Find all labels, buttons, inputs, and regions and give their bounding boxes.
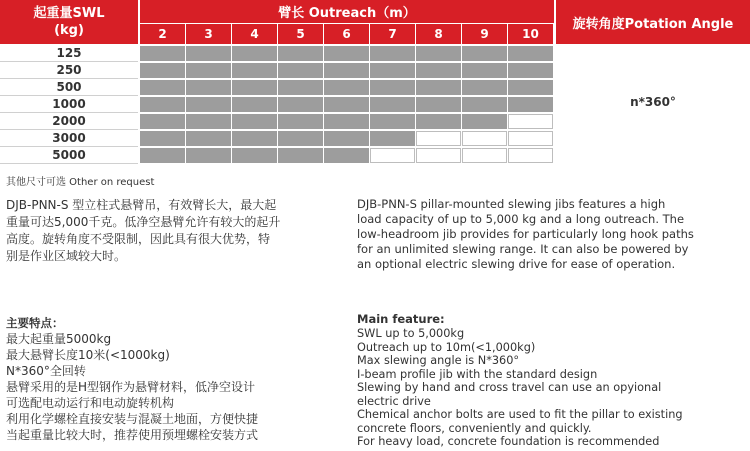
capacity-cell-available xyxy=(370,97,415,112)
capacity-cell-unavailable xyxy=(416,148,461,163)
english-description xyxy=(357,197,747,272)
capacity-cell-available xyxy=(370,131,415,146)
capacity-cell-available xyxy=(140,148,185,163)
capacity-cell-available xyxy=(186,97,231,112)
cn-desc-line: 别是作业区域较大时。 xyxy=(6,249,127,263)
outreach-column-3: 3 xyxy=(186,24,231,44)
capacity-cell-available xyxy=(462,80,507,95)
capacity-cell-unavailable xyxy=(462,148,507,163)
cn-feature-item: 利用化学螺栓直接安装与混凝土地面，方便快捷 xyxy=(6,412,259,426)
cn-feature-item: 最大起重量5000kg xyxy=(6,332,112,346)
en-feature-item: For heavy load, concrete foundation is recommended xyxy=(357,435,660,448)
capacity-cell-available xyxy=(186,148,231,163)
capacity-cell-available xyxy=(370,63,415,78)
capacity-cell-available xyxy=(278,80,323,95)
rotation-value: n*360° xyxy=(630,95,676,109)
capacity-cell-available xyxy=(140,63,185,78)
en-desc-line: load capacity of up to 5,000 kg and a long outreach. The xyxy=(357,212,685,226)
capacity-cell-available xyxy=(462,63,507,78)
capacity-cell-available xyxy=(324,148,369,163)
capacity-cell-available xyxy=(278,114,323,129)
capacity-cell-available xyxy=(186,46,231,61)
outreach-column-9: 9 xyxy=(462,24,507,44)
capacity-cell-unavailable xyxy=(370,148,415,163)
rotation-header: 旋转角度Potation Angle xyxy=(556,0,750,44)
capacity-cell-unavailable xyxy=(508,131,553,146)
load-label: 2000 xyxy=(52,114,86,128)
en-feature-item: Outreach up to 10m(<1,000kg) xyxy=(357,340,536,354)
capacity-cell-available xyxy=(232,97,277,112)
capacity-cell-available xyxy=(186,114,231,129)
en-feature-item: Max slewing angle is N*360° xyxy=(357,354,520,367)
cn-feature-item: 悬臂采用的是H型钢作为悬臂材料，低净空设计 xyxy=(6,380,256,394)
en-feature-item: I-beam profile jib with the standard design xyxy=(357,367,598,381)
chinese-features xyxy=(6,316,356,443)
capacity-cell-available xyxy=(324,97,369,112)
en-feature-item: SWL up to 5,000kg xyxy=(357,327,465,340)
en-feature-item: Chemical anchor bolts are used to fit the pillar to existing xyxy=(357,408,683,421)
capacity-cell-available xyxy=(232,131,277,146)
cn-desc-line: 重量可达5,000千克。低净空悬臂允许有较大的起升 xyxy=(6,215,281,229)
capacity-cell-available xyxy=(278,63,323,78)
load-label: 250 xyxy=(56,63,82,77)
capacity-cell-available xyxy=(232,114,277,129)
capacity-cell-available xyxy=(324,63,369,78)
capacity-cell-available xyxy=(416,80,461,95)
cn-feature-item: 当起重量比较大时，推荐使用预埋螺栓安装方式 xyxy=(6,428,259,442)
capacity-cell-available xyxy=(508,46,553,61)
capacity-cell-available xyxy=(140,131,185,146)
capacity-cell-available xyxy=(416,97,461,112)
capacity-cell-available xyxy=(186,63,231,78)
capacity-cell-available xyxy=(232,80,277,95)
capacity-cell-available xyxy=(140,80,185,95)
capacity-cell-available xyxy=(462,97,507,112)
en-feature-item: Slewing by hand and cross travel can use an opyional xyxy=(357,381,662,394)
cn-desc-line: 高度。旋转角度不受限制，因此具有很大优势，特 xyxy=(6,232,271,246)
capacity-cell-available xyxy=(232,63,277,78)
swl-header-line-2: (kg) xyxy=(54,23,84,38)
capacity-cell-available xyxy=(278,131,323,146)
capacity-cell-available xyxy=(462,114,507,129)
capacity-cell-available xyxy=(232,148,277,163)
english-features xyxy=(357,312,747,449)
capacity-cell-available xyxy=(140,114,185,129)
capacity-cell-available xyxy=(278,97,323,112)
swl-header xyxy=(0,0,138,44)
load-label: 5000 xyxy=(52,148,86,162)
load-label: 3000 xyxy=(52,131,86,145)
outreach-column-4: 4 xyxy=(232,24,277,44)
cn-desc-line: DJB-PNN-S 型立柱式悬臂吊，有效臂长大，最大起 xyxy=(6,198,277,212)
outreach-column-8: 8 xyxy=(416,24,461,44)
other-on-request-note: 其他尺寸可选 Other on request xyxy=(6,177,155,188)
cn-feature-item: 最大悬臂长度10米(<1000kg) xyxy=(6,348,170,362)
en-desc-line: an optional electric slewing drive for ease of operation. xyxy=(357,257,676,271)
capacity-cell-unavailable xyxy=(508,114,553,129)
chinese-description xyxy=(6,197,356,265)
capacity-cell-available xyxy=(186,80,231,95)
capacity-cell-available xyxy=(186,131,231,146)
outreach-column-2: 2 xyxy=(140,24,185,44)
capacity-cell-available xyxy=(370,46,415,61)
cn-features-title: 主要特点： xyxy=(6,316,64,330)
capacity-cell-available xyxy=(462,46,507,61)
en-desc-line: low-headroom jib provides for particularly long hook paths xyxy=(357,227,694,241)
capacity-cell-available xyxy=(416,46,461,61)
capacity-cell-unavailable xyxy=(462,131,507,146)
capacity-cell-available xyxy=(416,114,461,129)
capacity-cell-available xyxy=(324,46,369,61)
capacity-cell-available xyxy=(508,63,553,78)
capacity-cell-available xyxy=(324,131,369,146)
outreach-column-10: 10 xyxy=(508,24,553,44)
capacity-cell-available xyxy=(508,80,553,95)
capacity-cell-available xyxy=(324,80,369,95)
outreach-column-6: 6 xyxy=(324,24,369,44)
cn-feature-item: 可选配电动运行和电动旋转机构 xyxy=(6,396,175,410)
load-label: 1000 xyxy=(52,97,86,111)
en-desc-line: for an unlimited slewing range. It can also be powered by xyxy=(357,242,689,256)
outreach-header: 臂长 Outreach（m） xyxy=(140,0,554,23)
capacity-cell-available xyxy=(416,63,461,78)
en-feature-item: electric drive xyxy=(357,394,431,408)
outreach-column-5: 5 xyxy=(278,24,323,44)
capacity-cell-available xyxy=(508,97,553,112)
capacity-cell-available xyxy=(324,114,369,129)
load-label: 500 xyxy=(56,80,82,94)
swl-header-line-1: 起重量SWL xyxy=(33,6,105,21)
capacity-cell-available xyxy=(278,148,323,163)
capacity-cell-available xyxy=(232,46,277,61)
row-divider xyxy=(0,163,138,164)
capacity-cell-available xyxy=(370,80,415,95)
capacity-cell-available xyxy=(278,46,323,61)
capacity-cell-available xyxy=(140,46,185,61)
capacity-cell-unavailable xyxy=(508,148,553,163)
en-feature-item: concrete floors, conveniently and quickly. xyxy=(357,421,592,435)
capacity-cell-available xyxy=(370,114,415,129)
load-label: 125 xyxy=(56,46,82,60)
capacity-cell-unavailable xyxy=(416,131,461,146)
outreach-column-7: 7 xyxy=(370,24,415,44)
en-desc-line: DJB-PNN-S pillar-mounted slewing jibs features a high xyxy=(357,197,666,211)
cn-feature-item: N*360°全回转 xyxy=(6,364,86,378)
capacity-cell-available xyxy=(140,97,185,112)
en-features-title: Main feature: xyxy=(357,312,445,326)
